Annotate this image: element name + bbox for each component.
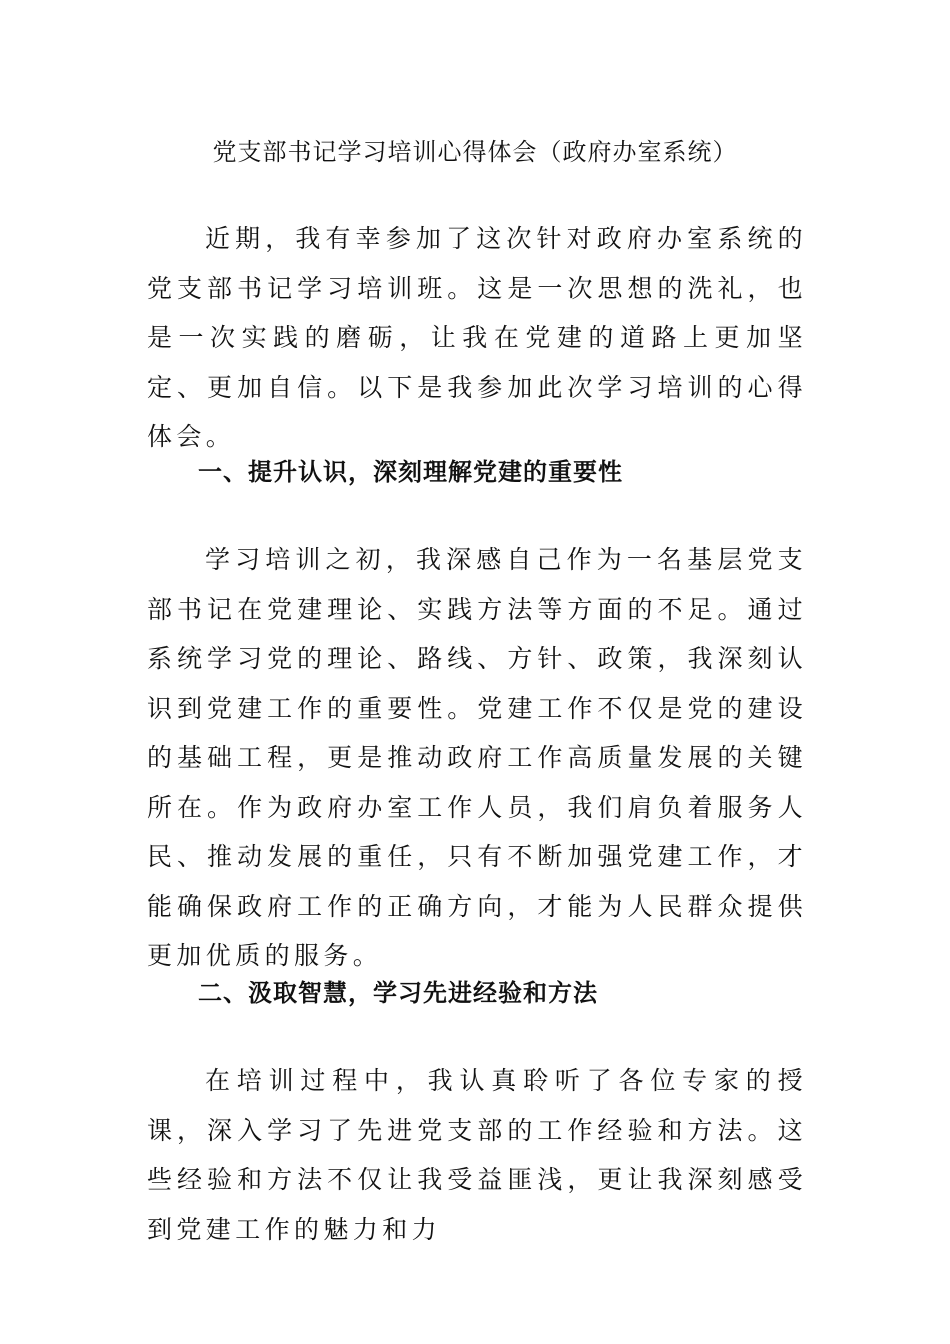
section-heading-1: 一、提升认识，深刻理解党建的重要性: [198, 458, 623, 486]
document-title: 党支部书记学习培训心得体会（政府办室系统）: [212, 138, 738, 166]
intro-paragraph: 近期，我有幸参加了这次针对政府办室系统的党支部书记学习培训班。这是一次思想的洗礼，也是一次实践的磨砺，让我在党建的道路上更加坚定、更加自信。以下是我参加此次学习培训的心得体会。: [147, 224, 807, 451]
section-heading-2: 二、汲取智慧，学习先进经验和方法: [198, 979, 598, 1007]
section-paragraph-1: 学习培训之初，我深感自己作为一名基层党支部书记在党建理论、实践方法等方面的不足。通过系统学习党的理论、路线、方针、政策，我深刻认识到党建工作的重要性。党建工作不仅是党的建设的基础工程，更是推动政府工作高质量发展的关键所在。作为政府办室工作人员，我们肩负着服务人民、推动发展的重任，只有不断加强党建工作，才能确保政府工作的正确方向，才能为人民群众提供更加优质的服务。: [147, 545, 807, 970]
section-paragraph-2: 在培训过程中，我认真聆听了各位专家的授课，深入学习了先进党支部的工作经验和方法。这些经验和方法不仅让我受益匪浅，更让我深刻感受到党建工作的魅力和力: [147, 1066, 807, 1244]
